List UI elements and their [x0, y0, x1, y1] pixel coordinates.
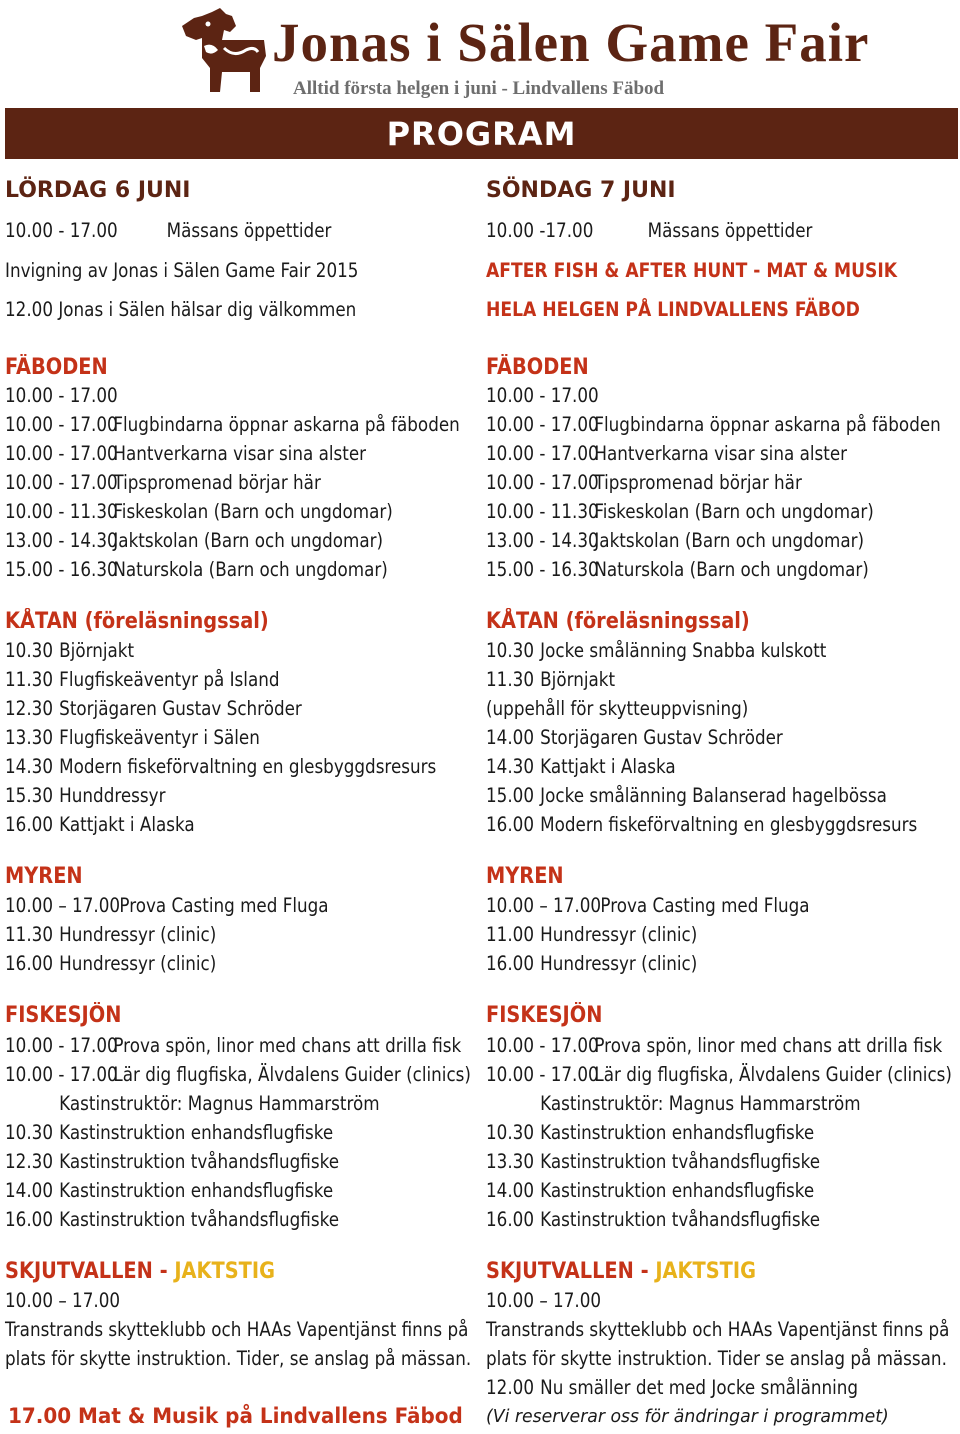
section-title-faboden: FÄBODEN	[5, 355, 108, 380]
schedule-line: 10.00 - 17.00Hantverkarna visar sina alster	[486, 442, 848, 465]
schedule-line: 13.00 - 14.30Jaktskolan (Barn och ungdomar)	[5, 529, 384, 552]
schedule-line: 10.00 - 17.00Tipspromenad börjar här	[5, 471, 321, 494]
section-title-katan: KÅTAN (föreläsningssal)	[486, 609, 750, 634]
schedule-line: 14.00 Storjägaren Gustav Schröder	[486, 726, 783, 749]
page-subtitle: Alltid första helgen i juni - Lindvallens Fäbod	[293, 78, 665, 99]
info-text: Transtrands skytteklubb och HAAs Vapentjänst finns på	[5, 1318, 469, 1341]
info-text: Transtrands skytteklubb och HAAs Vapentjänst finns på	[486, 1318, 950, 1341]
schedule-line: 10.00 - 11.30Fiskeskolan (Barn och ungdomar)	[486, 500, 874, 523]
schedule-line: 10.00 - 17.00Flugbindarna öppnar askarna på fäboden	[486, 413, 941, 436]
day-title: SÖNDAG 7 JUNI	[486, 178, 676, 203]
opening-hours: 10.00 - 17.00 Mässans öppettider	[5, 219, 332, 242]
schedule-line: 15.00 - 16.30Naturskola (Barn och ungdomar)	[486, 558, 869, 581]
info-text: plats för skytte instruktion. Tider se anslag på mässan.	[486, 1347, 947, 1370]
schedule-line: 10.00 - 17.00Flugbindarna öppnar askarna på fäboden	[5, 413, 460, 436]
instructor-line: Kastinstruktör: Magnus Hammarström	[59, 1092, 380, 1115]
schedule-line: 16.00 Hundressyr (clinic)	[486, 952, 698, 975]
section-title-skjutvallen: SKJUTVALLEN - JAKTSTIG	[486, 1259, 756, 1284]
section-title-fiskesjon: FISKESJÖN	[5, 1003, 122, 1028]
program-label: PROGRAM	[386, 115, 577, 153]
schedule-line: 11.00 Hundressyr (clinic)	[486, 923, 698, 946]
schedule-line: 10.00 - 17.00	[486, 384, 599, 407]
schedule-line: 16.00 Kattjakt i Alaska	[5, 813, 195, 836]
schedule-line: 13.00 - 14.30Jaktskolan (Barn och ungdomar)	[486, 529, 865, 552]
opening-ceremony: Invigning av Jonas i Sälen Game Fair 2015	[5, 259, 359, 282]
section-title-myren: MYREN	[486, 864, 564, 889]
opening-hours: 10.00 -17.00 Mässans öppettider	[486, 219, 813, 242]
schedule-line: 10.30 Kastinstruktion enhandsflugfiske	[5, 1121, 334, 1144]
schedule-line: 14.30 Modern fiskeförvaltning en glesbyggdsresurs	[5, 755, 437, 778]
section-title-myren: MYREN	[5, 864, 83, 889]
schedule-line: 16.00 Kastinstruktion tvåhandsflugfiske	[5, 1208, 340, 1231]
schedule-line: 14.00 Kastinstruktion enhandsflugfiske	[486, 1179, 815, 1202]
day-title: LÖRDAG 6 JUNI	[5, 178, 191, 203]
weekend-banner: HELA HELGEN PÅ LINDVALLENS FÄBOD	[486, 298, 860, 321]
section-title-fiskesjon: FISKESJÖN	[486, 1003, 603, 1028]
schedule-line: 11.30 Flugfiskeäventyr på Island	[5, 668, 280, 691]
page-title: Jonas i Sälen Game Fair	[272, 12, 870, 73]
schedule-line: 14.30 Kattjakt i Alaska	[486, 755, 676, 778]
schedule-line: 15.00 - 16.30Naturskola (Barn och ungdomar)	[5, 558, 388, 581]
program-banner	[5, 108, 958, 159]
schedule-line: 10.30 Björnjakt	[5, 639, 135, 662]
schedule-line: 10.00 – 17.00	[5, 1289, 121, 1312]
schedule-line: 10.00 - 17.00Lär dig flugfiska, Älvdalens Guider (clinics)	[486, 1063, 952, 1086]
header	[0, 0, 960, 108]
info-text: plats för skytte instruktion. Tider, se anslag på mässan.	[5, 1347, 472, 1370]
section-title-faboden: FÄBODEN	[486, 355, 589, 380]
schedule-line: 10.00 - 17.00Prova spön, linor med chans att drilla fisk	[486, 1034, 943, 1057]
schedule-line: 16.00 Modern fiskeförvaltning en glesbyggdsresurs	[486, 813, 918, 836]
schedule-line: 15.30 Hunddressyr	[5, 784, 166, 807]
schedule-line: 13.30 Kastinstruktion tvåhandsflugfiske	[486, 1150, 821, 1173]
sunday-column	[486, 172, 960, 1399]
schedule-line: 10.00 - 17.00Tipspromenad börjar här	[486, 471, 802, 494]
schedule-line: 11.30 Hundressyr (clinic)	[5, 923, 217, 946]
section-title-skjutvallen: SKJUTVALLEN - JAKTSTIG	[5, 1259, 275, 1284]
section-title-katan: KÅTAN (föreläsningssal)	[5, 609, 269, 634]
schedule-line: 10.00 – 17.00Prova Casting med Fluga	[486, 894, 810, 917]
dala-horse-icon	[172, 6, 268, 94]
schedule-line: 14.00 Kastinstruktion enhandsflugfiske	[5, 1179, 334, 1202]
schedule-line: 10.30 Jocke smålänning Snabba kulskott	[486, 639, 827, 662]
schedule-line: 11.30 Björnjakt	[486, 668, 616, 691]
schedule-line: 12.00 Nu smäller det med Jocke smålänning	[486, 1376, 859, 1399]
welcome-line: 12.00 Jonas i Sälen hälsar dig välkommen	[5, 298, 357, 321]
after-fish-banner: AFTER FISH & AFTER HUNT - MAT & MUSIK	[486, 259, 898, 282]
schedule-line: 12.30 Storjägaren Gustav Schröder	[5, 697, 302, 720]
schedule-line: 13.30 Flugfiskeäventyr i Sälen	[5, 726, 260, 749]
schedule-line: 16.00 Hundressyr (clinic)	[5, 952, 217, 975]
schedule-line: 10.00 - 17.00	[5, 384, 118, 407]
schedule-line: 10.00 - 17.00Prova spön, linor med chans att drilla fisk	[5, 1034, 462, 1057]
schedule-line: 10.00 - 17.00Lär dig flugfiska, Älvdalens Guider (clinics)	[5, 1063, 471, 1086]
schedule-line: 10.00 – 17.00Prova Casting med Fluga	[5, 894, 329, 917]
footer-music-note: 17.00 Mat & Musik på Lindvallens Fäbod	[8, 1404, 463, 1428]
schedule-line: 10.30 Kastinstruktion enhandsflugfiske	[486, 1121, 815, 1144]
instructor-line: Kastinstruktör: Magnus Hammarström	[540, 1092, 861, 1115]
schedule-line: 12.30 Kastinstruktion tvåhandsflugfiske	[5, 1150, 340, 1173]
schedule-line: 10.00 - 17.00Hantverkarna visar sina alster	[5, 442, 367, 465]
schedule-line: 10.00 - 11.30Fiskeskolan (Barn och ungdomar)	[5, 500, 393, 523]
schedule-line: 16.00 Kastinstruktion tvåhandsflugfiske	[486, 1208, 821, 1231]
footer-disclaimer: (Vi reserverar oss för ändringar i programmet)	[486, 1406, 889, 1427]
schedule-line: 10.00 – 17.00	[486, 1289, 602, 1312]
saturday-column	[5, 172, 480, 1372]
schedule-line: 15.00 Jocke smålänning Balanserad hagelbössa	[486, 784, 887, 807]
schedule-line: (uppehåll för skytteuppvisning)	[486, 697, 749, 720]
